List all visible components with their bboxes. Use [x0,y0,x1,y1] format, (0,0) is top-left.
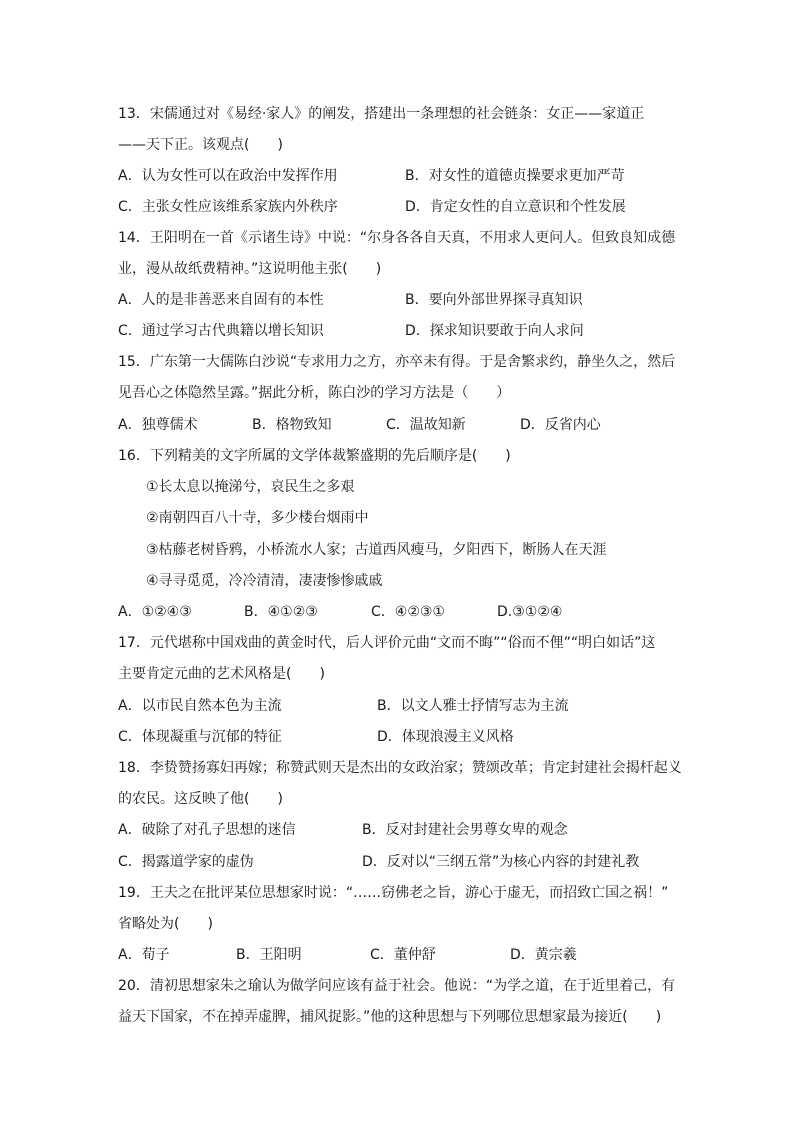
q13-stem-line-1: 13．宋儒通过对《易经·家人》的阐发，搭建出一条理想的社会链条：女正——家道正 [118,106,645,122]
q16-sub-item-1: ①长太息以掩涕兮，哀民生之多艰 [146,479,355,495]
q16-stem-line-1: 16．下列精美的文字所属的文学体裁繁盛期的先后顺序是( ) [118,448,511,464]
q14-option-a: A．人的是非善恶来自固有的本性 [118,292,324,308]
q13-option-d: D．肯定女性的自立意识和个性发展 [405,199,626,215]
q16-sub-item-4: ④寻寻觅觅，冷冷清清，凄凄惨惨戚戚 [146,573,383,589]
q15-stem-line-1: 15．广东第一大儒陈白沙说“专求用力之方，亦卒未有得。于是舍繁求约，静坐久之，然后 [118,354,676,370]
q17-option-d: D．体现浪漫主义风格 [377,729,514,745]
q17-option-a: A．以市民自然本色为主流 [118,698,282,714]
q18-option-a: A．破除了对孔子思想的迷信 [118,822,296,838]
q16-sub-item-2: ②南朝四百八十寺，多少楼台烟雨中 [146,510,369,526]
q13-option-c: C．主张女性应该维系家族内外秩序 [118,199,338,215]
q16-option-d: D.③①②④ [497,604,563,620]
q20-stem-line-2: 益天下国家，不在掉弄虚脾，捕风捉影。”他的这种思想与下列哪位思想家最为接近( ) [118,1009,662,1025]
q14-option-c: C．通过学习古代典籍以增长知识 [118,323,324,339]
q17-option-c: C．体现凝重与沉郁的特征 [118,729,282,745]
q15-option-c: C．温故知新 [386,417,466,433]
q15-stem-line-2: 见吾心之体隐然呈露。”据此分析，陈白沙的学习方法是（ ） [118,385,511,401]
q13-option-a: A．认为女性可以在政治中发挥作用 [118,168,338,184]
q14-stem-line-1: 14．王阳明在一首《示诸生诗》中说：“尔身各各自天真，不用求人更问人。但致良知成德 [118,230,676,246]
q15-option-a: A．独尊儒术 [118,417,198,433]
q19-option-c: C．董仲舒 [370,947,436,963]
q14-stem-line-2: 业，漫从故纸费精神。”这说明他主张( ) [118,261,382,277]
q16-option-c: C．④②③① [371,604,445,620]
q16-option-a: A．①②④③ [118,604,192,620]
q14-option-b: B．要向外部世界探寻真知识 [405,292,583,308]
q20-stem-line-1: 20．清初思想家朱之瑜认为做学问应该有益于社会。他说：“为学之道，在于近里着己，有 [118,978,676,994]
q13-option-b: B．对女性的道德贞操要求更加严苛 [405,168,625,184]
q18-stem-line-2: 的农民。这反映了他( ) [118,791,283,807]
q17-stem-line-1: 17．元代堪称中国戏曲的黄金时代，后人评价元曲“文而不晦”“俗而不俚”“明白如话”这 [118,635,656,651]
q13-stem-line-2: ——天下正。该观点( ) [118,137,283,153]
q16-option-b: B．④①②③ [244,604,318,620]
q15-option-b: B．格物致知 [252,417,332,433]
q15-option-d: D．反省内心 [520,417,601,433]
q19-option-d: D．黄宗羲 [510,947,577,963]
q18-option-b: B．反对封建社会男尊女卑的观念 [362,822,568,838]
q18-option-c: C．揭露道学家的虚伪 [118,854,254,870]
q19-option-b: B．王阳明 [236,947,302,963]
q19-option-a: A．荀子 [118,947,170,963]
q17-option-b: B．以文人雅士抒情写志为主流 [377,698,569,714]
q18-option-d: D．反对以“三纲五常”为核心内容的封建礼教 [362,854,640,870]
q19-stem-line-1: 19．王夫之在批评某位思想家时说：“……窃佛老之旨，游心于虚无，而招致亡国之祸！” [118,885,669,901]
q16-sub-item-3: ③枯藤老树昏鸦，小桥流水人家；古道西风瘦马，夕阳西下，断肠人在天涯 [146,542,607,558]
q14-option-d: D．探求知识要敢于向人求问 [405,323,584,339]
q18-stem-line-1: 18．李贽赞扬寡妇再嫁；称赞武则天是杰出的女政治家；赞颂改革；肯定封建社会揭杆起义 [118,760,682,776]
q19-stem-line-2: 省略处为( ) [118,916,213,932]
q17-stem-line-2: 主要肯定元曲的艺术风格是( ) [118,666,325,682]
